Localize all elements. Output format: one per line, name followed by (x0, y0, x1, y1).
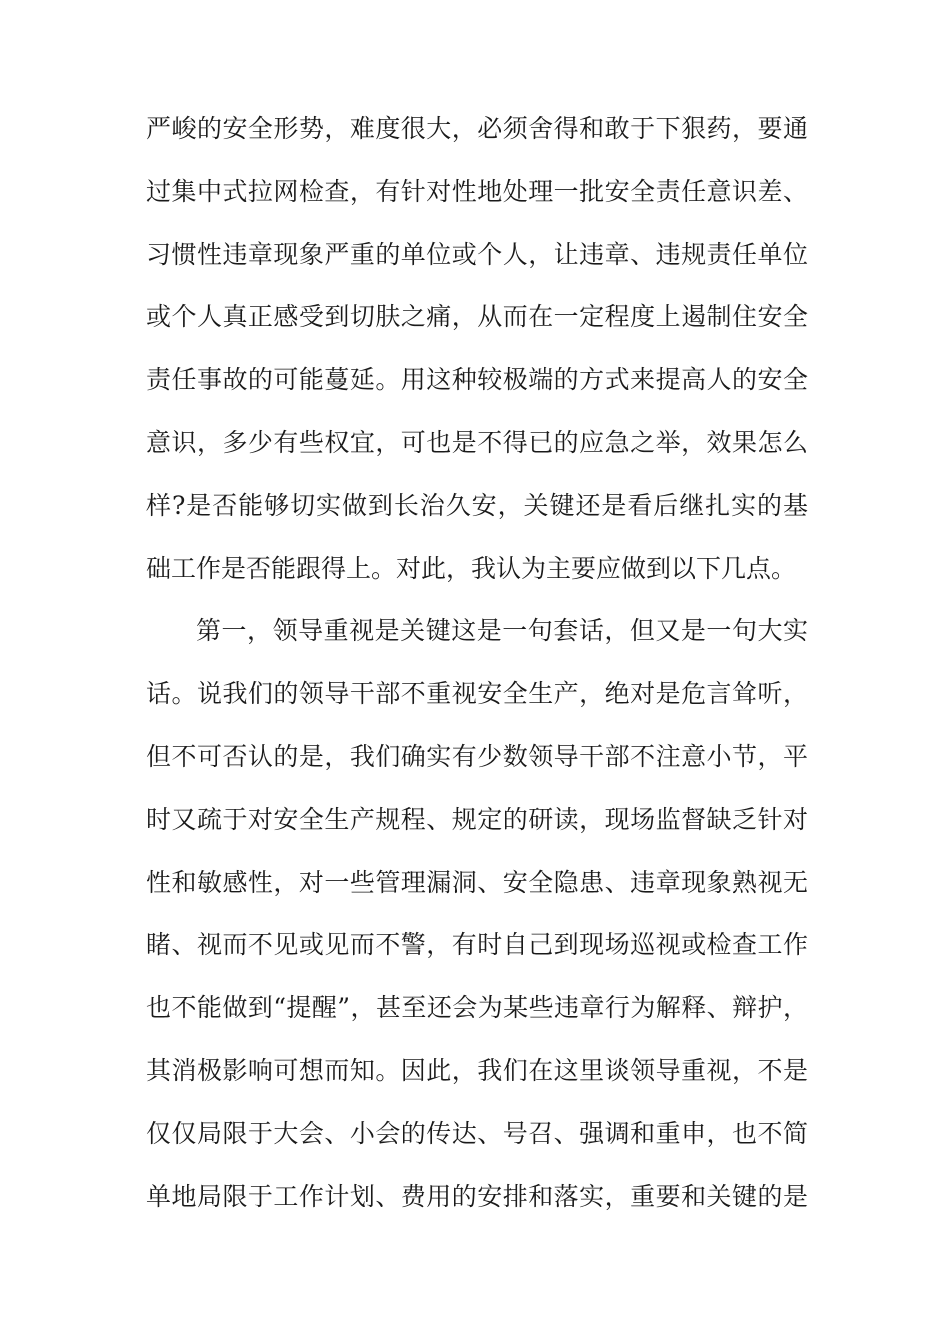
paragraph-line: 或个人真正感受到切肤之痛，从而在一定程度上遏制住安全 (146, 302, 808, 332)
document-body (146, 98, 808, 1228)
paragraph-line: 但不可否认的是，我们确实有少数领导干部不注意小节，平 (146, 741, 808, 771)
paragraph-line: 也不能做到“提醒”，甚至还会为某些违章行为解释、辩护， (146, 993, 808, 1023)
paragraph-line: 其消极影响可想而知。因此，我们在这里谈领导重视，不是 (146, 1055, 808, 1085)
paragraph-line: 话。说我们的领导干部不重视安全生产，绝对是危言耸听， (146, 679, 808, 709)
paragraph-line: 时又疏于对安全生产规程、规定的研读，现场监督缺乏针对 (146, 804, 808, 834)
paragraph-line: 性和敏感性，对一些管理漏洞、安全隐患、违章现象熟视无 (146, 867, 808, 897)
paragraph-line: 样?是否能够切实做到长治久安，关键还是看后继扎实的基 (146, 490, 808, 520)
paragraph-line: 习惯性违章现象严重的单位或个人，让违章、违规责任单位 (146, 239, 808, 269)
paragraph-line: 意识，多少有些权宜，可也是不得已的应急之举，效果怎么 (146, 427, 808, 457)
paragraph-line: 仅仅局限于大会、小会的传达、号召、强调和重申，也不简 (146, 1118, 808, 1148)
paragraph-line: 过集中式拉网检查，有针对性地处理一批安全责任意识差、 (146, 176, 808, 206)
paragraph-line: 睹、视而不见或见而不警，有时自己到现场巡视或检查工作 (146, 930, 808, 960)
paragraph-line: 责任事故的可能蔓延。用这种较极端的方式来提高人的安全 (146, 365, 808, 395)
paragraph-line: 础工作是否能跟得上。对此，我认为主要应做到以下几点。 (146, 553, 797, 583)
paragraph-line: 单地局限于工作计划、费用的安排和落实，重要和关键的是 (146, 1181, 808, 1211)
paragraph-line: 严峻的安全形势，难度很大，必须舍得和敢于下狠药，要通 (146, 114, 808, 143)
paragraph-line: 第一，领导重视是关键这是一句套话，但又是一句大实 (196, 616, 808, 646)
